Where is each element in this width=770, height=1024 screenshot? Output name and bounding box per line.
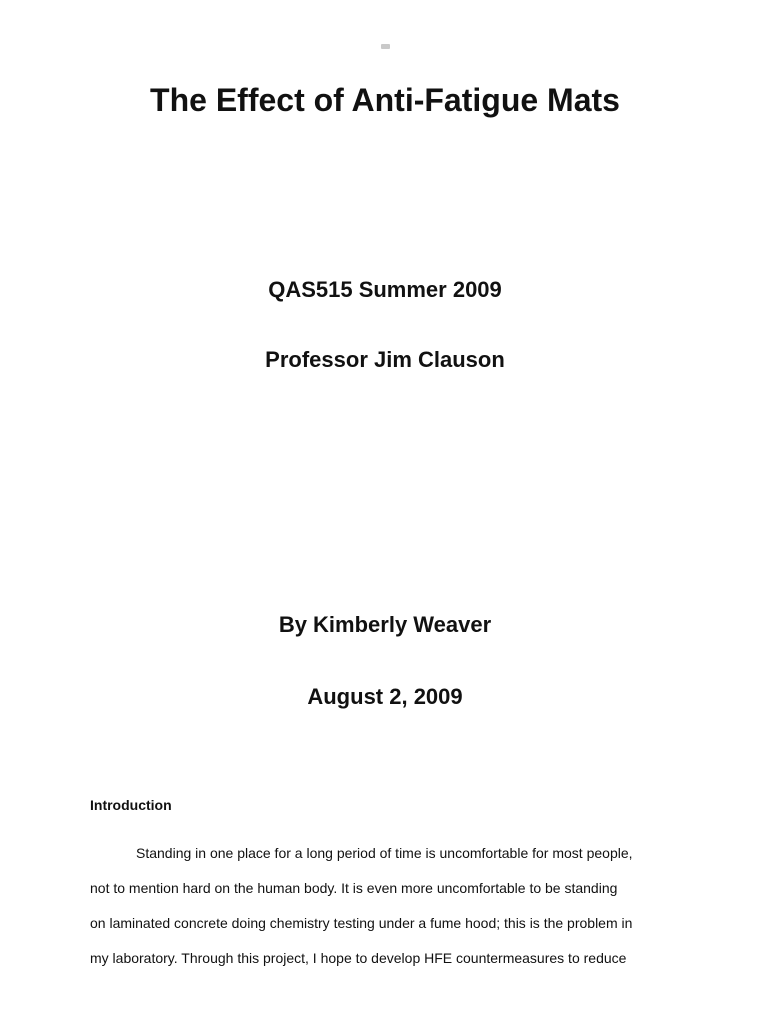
document-title: The Effect of Anti-Fatigue Mats <box>150 82 620 118</box>
page-scan-mark <box>381 44 390 49</box>
paragraph-line: not to mention hard on the human body. It is even more uncomfortable to be standing <box>90 880 618 896</box>
course-line: QAS515 Summer 2009 <box>268 277 502 302</box>
paragraph-line: my laboratory. Through this project, I hope to develop HFE countermeasures to reduce <box>90 950 627 966</box>
date-line: August 2, 2009 <box>307 684 463 709</box>
introduction-paragraph <box>90 836 690 976</box>
professor-line: Professor Jim Clauson <box>265 347 505 372</box>
author-line: By Kimberly Weaver <box>278 612 492 637</box>
paragraph-line: Standing in one place for a long period of time is uncomfortable for most people, <box>136 845 633 861</box>
introduction-heading: Introduction <box>90 797 172 813</box>
paragraph-line: on laminated concrete doing chemistry testing under a fume hood; this is the problem in <box>90 915 633 931</box>
